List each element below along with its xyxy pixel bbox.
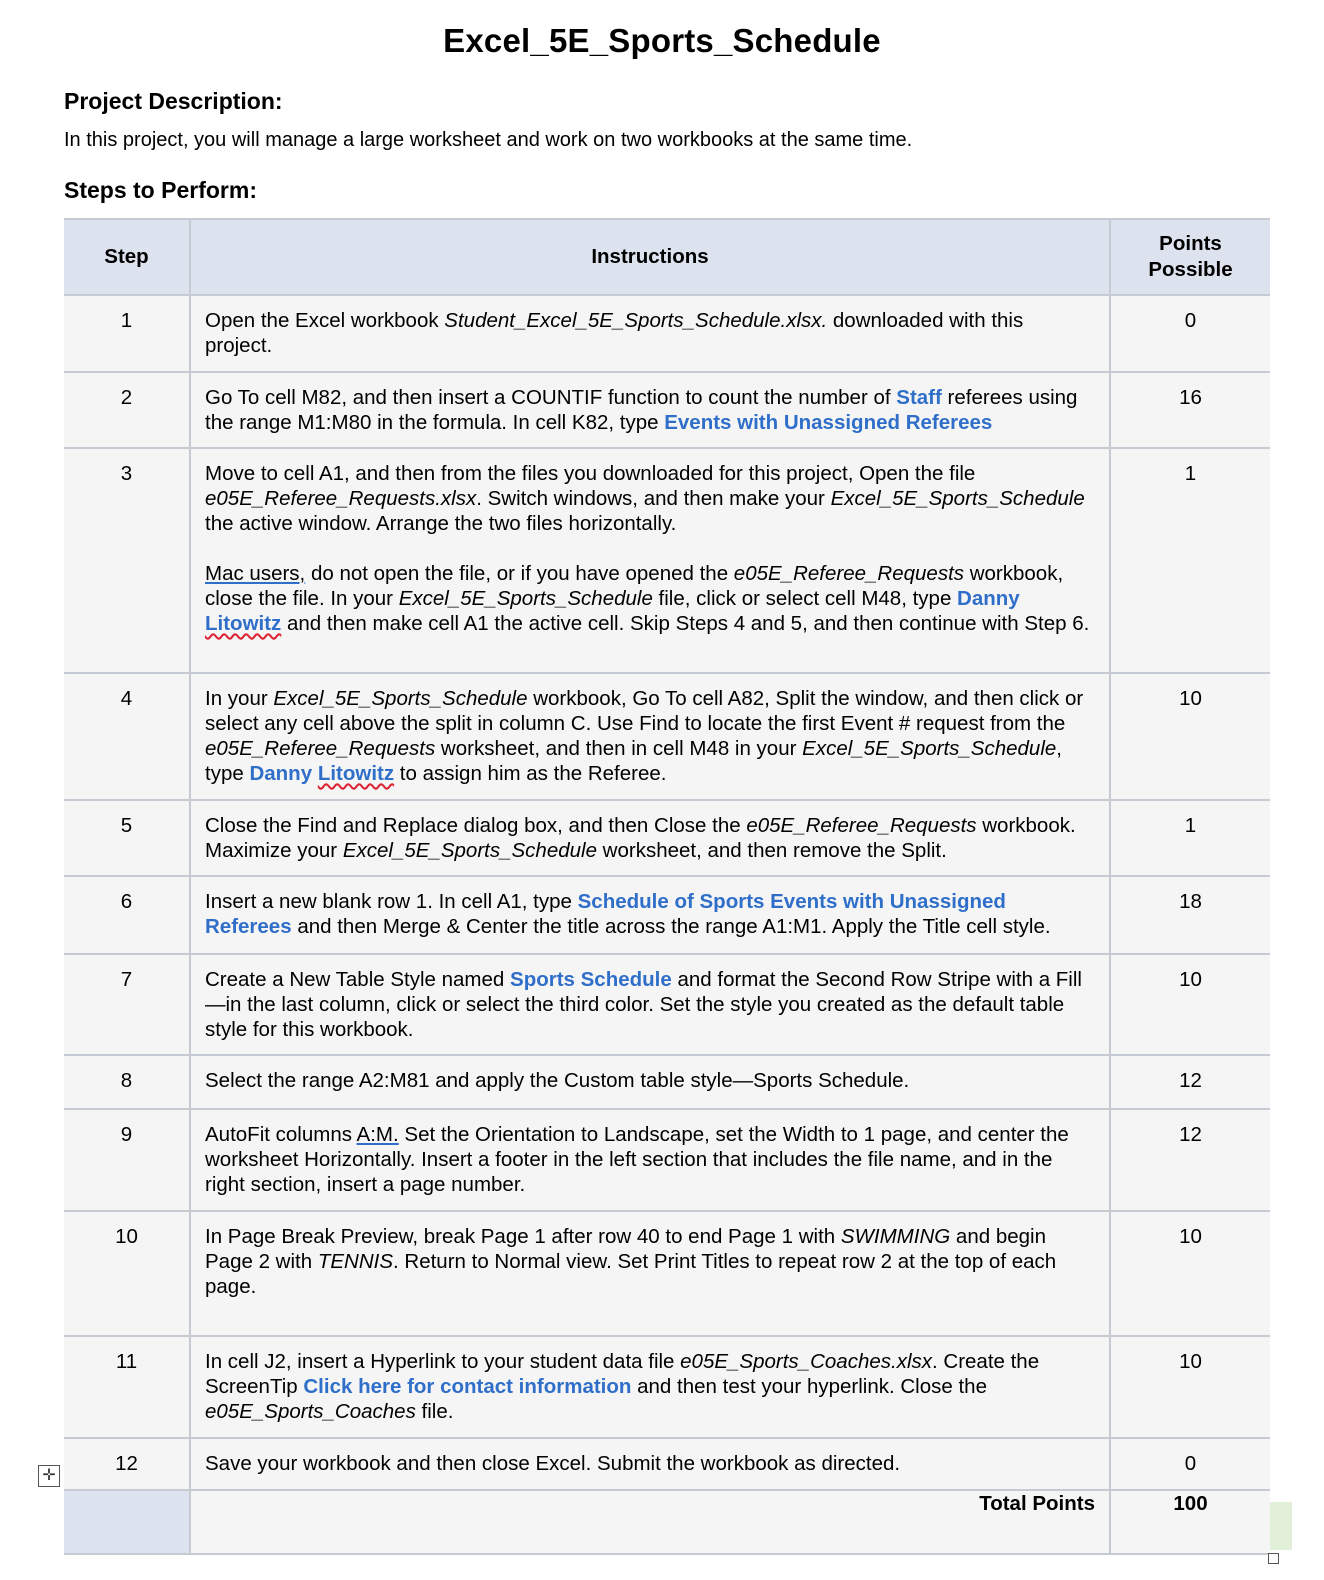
total-points-value: 100 (1110, 1490, 1270, 1554)
instruction-text: Excel_5E_Sports_Schedule (342, 839, 597, 862)
instruction-text: SWIMMING (840, 1225, 951, 1248)
table-row (64, 1055, 1270, 1109)
instruction-text: . Create the ScreenTip (205, 1350, 1040, 1398)
step-instructions (190, 372, 1110, 448)
table-row (64, 1211, 1270, 1336)
step-points: 12 (1110, 1109, 1270, 1211)
step-points: 10 (1110, 1211, 1270, 1336)
step-points: 1 (1110, 448, 1270, 673)
instruction-text: A:M. (356, 1123, 399, 1146)
step-number: 10 (64, 1211, 190, 1336)
resize-handle-icon[interactable] (1268, 1553, 1279, 1564)
step-number: 9 (64, 1109, 190, 1211)
step-instructions (190, 1336, 1110, 1438)
instruction-paragraph (205, 385, 1095, 435)
step-number: 1 (64, 295, 190, 372)
step-number: 3 (64, 448, 190, 673)
table-row (64, 448, 1270, 673)
step-instructions (190, 800, 1110, 876)
step-number: 11 (64, 1336, 190, 1438)
table-row (64, 1336, 1270, 1438)
instruction-text: the active window. Arrange the two files horizontally. (205, 512, 677, 535)
step-number: 8 (64, 1055, 190, 1109)
move-icon[interactable]: ✛ (38, 1465, 60, 1487)
instruction-paragraph (205, 1224, 1095, 1299)
instruction-paragraph (205, 561, 1095, 636)
steps-body (64, 295, 1270, 1554)
instruction-paragraph (205, 686, 1095, 786)
project-description-label: Project Description: (64, 88, 283, 114)
total-points-label: Total Points (190, 1490, 1110, 1554)
total-row (64, 1490, 1270, 1554)
project-description: In this project, you will manage a large worksheet and work on two workbooks at the same time. (64, 129, 913, 151)
highlighted-text: Click here for contact information (303, 1375, 632, 1398)
header-points-line2: Possible (1148, 258, 1233, 281)
table-row (64, 1109, 1270, 1211)
instruction-paragraph (205, 1122, 1095, 1197)
instruction-text: Excel_5E_Sports_Schedule (830, 487, 1085, 510)
highlighted-text: Sports Schedule (510, 968, 672, 991)
instruction-text: workbook, close the file. In your (205, 562, 1064, 610)
table-row (64, 954, 1270, 1055)
step-number: 5 (64, 800, 190, 876)
header-points-line1: Points (1159, 232, 1222, 255)
instruction-text: . Return to Normal view. Set Print Titles to repeat row 2 at the top of each page. (205, 1250, 1057, 1298)
step-number: 2 (64, 372, 190, 448)
instruction-text: Create a New Table Style named (205, 968, 511, 991)
step-points: 10 (1110, 1336, 1270, 1438)
header-instructions: Instructions (190, 219, 1110, 295)
instruction-text: e05E_Referee_Requests.xlsx (205, 487, 477, 510)
instruction-text: and format the Second Row Stripe with a Fill—in the last column, click or select the third color. Set the style you created as the default table style for this workbook. (205, 968, 1082, 1041)
step-instructions (190, 876, 1110, 954)
instruction-paragraph (205, 889, 1095, 939)
highlighted-text: Events with Unassigned Referees (664, 411, 993, 434)
instruction-text: Mac users, (205, 562, 306, 585)
instruction-text: TENNIS (317, 1250, 394, 1273)
highlighted-text: Litowitz (205, 612, 282, 635)
highlighted-text: Staff (896, 386, 942, 409)
step-instructions (190, 1211, 1110, 1336)
step-number: 7 (64, 954, 190, 1055)
instruction-text: to assign him as the Referee. (394, 762, 667, 785)
total-empty-cell (64, 1490, 190, 1554)
instruction-text: Close the Find and Replace dialog box, and then Close the (205, 814, 747, 837)
instruction-text: downloaded with this project. (205, 309, 1024, 357)
instruction-text: In Page Break Preview, break Page 1 after row 40 to end Page 1 with (205, 1225, 841, 1248)
instruction-text: Student_Excel_5E_Sports_Schedule.xlsx. (444, 309, 828, 332)
instruction-text: Select the range A2:M81 and apply the Custom table style—Sports Schedule. (205, 1069, 910, 1092)
step-points: 16 (1110, 372, 1270, 448)
instruction-text: Save your workbook and then close Excel. Submit the workbook as directed. (205, 1452, 901, 1475)
instruction-text: do not open the file, or if you have opened the (305, 562, 734, 585)
instruction-text: and begin Page 2 with (205, 1225, 1046, 1273)
instruction-text: file. (415, 1400, 454, 1423)
document-title: Excel_5E_Sports_Schedule (443, 22, 881, 59)
table-row (64, 1438, 1270, 1490)
instruction-text: Open the Excel workbook (205, 309, 445, 332)
highlighted-text: Danny (957, 587, 1020, 610)
instruction-text: worksheet, and then remove the Split. (596, 839, 947, 862)
step-points: 0 (1110, 1438, 1270, 1490)
highlighted-text: Litowitz (317, 762, 395, 785)
instruction-text: . Switch windows, and then make your (476, 487, 831, 510)
step-instructions (190, 1109, 1110, 1211)
header-points-possible (1110, 219, 1270, 295)
instruction-text: Insert a new blank row 1. In cell A1, type (205, 890, 578, 913)
instruction-paragraph (205, 813, 1095, 863)
instruction-paragraph (205, 967, 1095, 1042)
steps-table (64, 218, 1270, 1555)
instruction-text: Go To cell M82, and then insert a COUNTIF function to count the number of (205, 386, 897, 409)
cell-highlight-block (1270, 1502, 1292, 1550)
step-instructions (190, 954, 1110, 1055)
step-instructions (190, 448, 1110, 673)
instruction-text: Excel_5E_Sports_Schedule (273, 687, 528, 710)
instruction-text: file, click or select cell M48, type (652, 587, 958, 610)
instruction-paragraph (205, 461, 1095, 536)
step-number: 6 (64, 876, 190, 954)
step-points: 0 (1110, 295, 1270, 372)
instruction-text: In your (205, 687, 274, 710)
step-points: 10 (1110, 954, 1270, 1055)
table-row (64, 673, 1270, 800)
instruction-text: and then Merge & Center the title across the range A1:M1. Apply the Title cell style. (291, 915, 1051, 938)
instruction-text: Set the Orientation to Landscape, set the Width to 1 page, and center the worksheet Horizontally. Insert a footer in the left section that includes the file name, and in the right section, insert a page number. (205, 1123, 1069, 1196)
step-number: 4 (64, 673, 190, 800)
step-points: 12 (1110, 1055, 1270, 1109)
instruction-text: Move to cell A1, and then from the files you downloaded for this project, Open the file (205, 462, 976, 485)
table-header-row (64, 219, 1270, 295)
instruction-text: worksheet, and then in cell M48 in your (435, 737, 803, 760)
instruction-text: referees using the range M1:M80 in the formula. In cell K82, type (205, 386, 1078, 434)
step-instructions (190, 1055, 1110, 1109)
step-points: 18 (1110, 876, 1270, 954)
instruction-text: e05E_Sports_Coaches (205, 1400, 416, 1423)
step-instructions (190, 1438, 1110, 1490)
instruction-text: workbook. Maximize your (205, 814, 1076, 862)
instruction-paragraph (205, 1068, 1095, 1093)
table-row (64, 372, 1270, 448)
header-step: Step (64, 219, 190, 295)
instruction-paragraph (205, 1349, 1095, 1424)
instruction-text: and then make cell A1 the active cell. Skip Steps 4 and 5, and then continue with Step 6. (281, 612, 1090, 635)
instruction-text: e05E_Referee_Requests (733, 562, 965, 585)
instruction-text: Excel_5E_Sports_Schedule (802, 737, 1057, 760)
instruction-text: workbook, Go To cell A82, Split the window, and then click or select any cell above the split in column C. Use Find to locate the first Event # request from the (205, 687, 1084, 735)
step-points: 1 (1110, 800, 1270, 876)
instruction-text: In cell J2, insert a Hyperlink to your student data file (205, 1350, 681, 1373)
steps-label: Steps to Perform: (64, 177, 257, 203)
instruction-text: e05E_Referee_Requests (205, 737, 436, 760)
table-row (64, 876, 1270, 954)
instruction-text: and then test your hyperlink. Close the (631, 1375, 987, 1398)
instruction-text: e05E_Referee_Requests (746, 814, 977, 837)
instruction-text: Excel_5E_Sports_Schedule (398, 587, 653, 610)
step-instructions (190, 673, 1110, 800)
instruction-paragraph (205, 1451, 1095, 1476)
step-instructions (190, 295, 1110, 372)
instruction-text: , type (205, 737, 1062, 785)
table-row (64, 800, 1270, 876)
highlighted-text: Danny (249, 762, 318, 785)
instruction-text: e05E_Sports_Coaches.xlsx (680, 1350, 932, 1373)
instruction-text: AutoFit columns (205, 1123, 357, 1146)
step-points: 10 (1110, 673, 1270, 800)
table-row (64, 295, 1270, 372)
instruction-paragraph (205, 308, 1095, 358)
step-number: 12 (64, 1438, 190, 1490)
highlighted-text: Schedule of Sports Events with Unassigned Referees (205, 890, 1006, 938)
